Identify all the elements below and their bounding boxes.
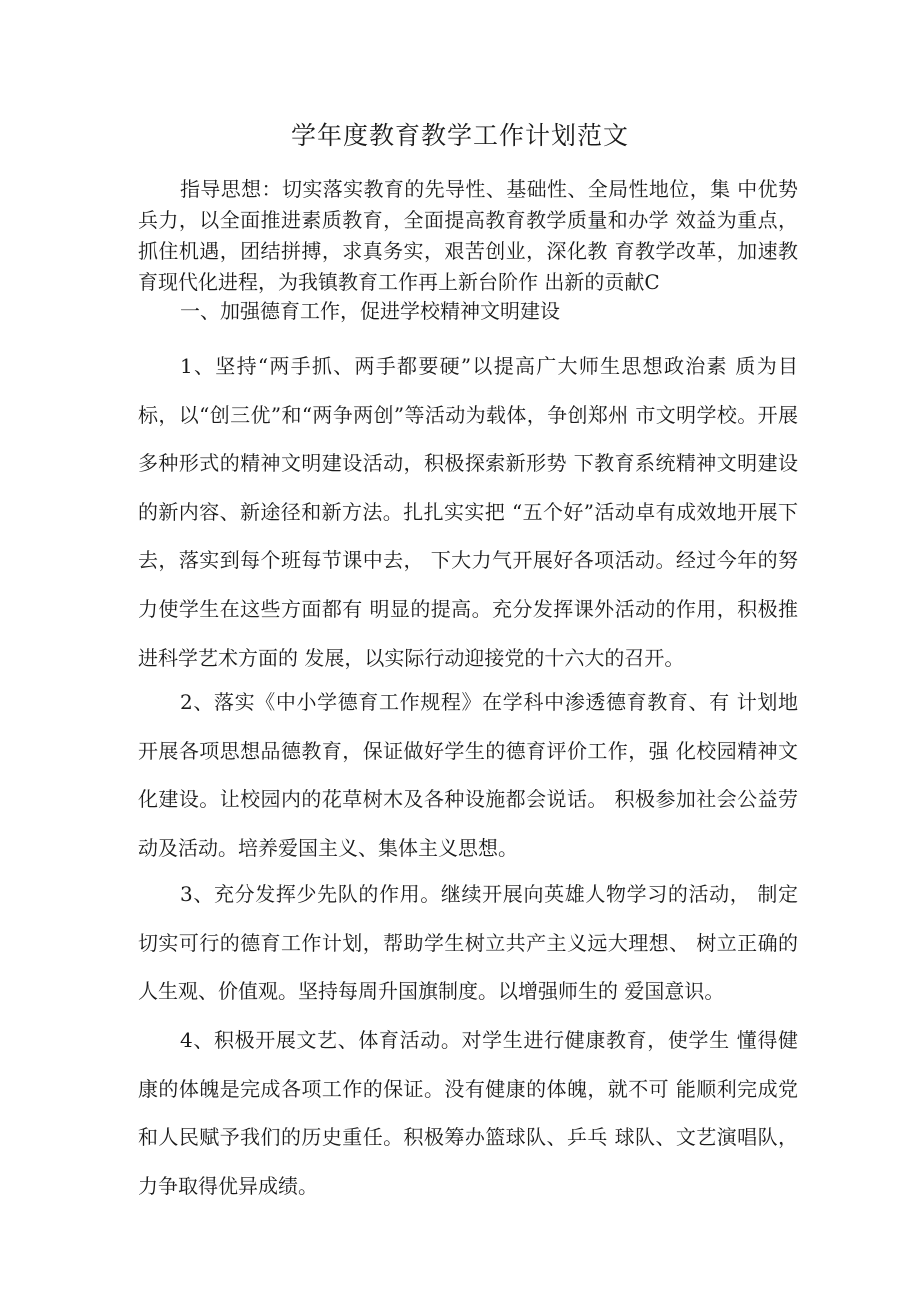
document-title: 学年度教育教学工作计划范文 xyxy=(290,121,629,150)
section-heading-moral-education: 一、加强德育工作，促进学校精神文明建设 xyxy=(180,299,560,323)
guiding-thought-paragraph: 指导思想：切实落实教育的先导性、基础性、全局性地位，集 中优势兵力，以全面推进素质教育，全面提高教育教学质量和办学 效益为重点，抓住机遇，团结拼搏，求真务实，艰苦创业，深化教 育教学改革，加速教育现代化进程，为我镇教育工作再上新台阶作 出新的贡献C xyxy=(138,177,798,294)
item-2-paragraph: 2、落实《中小学德育工作规程》在学科中渗透德育教育、有 计划地开展各项思想品德教育，保证做好学生的德育评价工作，强 化校园精神文化建设。让校园内的花草树木及各种设施都会说话。 积极参加社会公益劳动及活动。培养爱国主义、集体主义思想。 xyxy=(138,690,798,860)
item-4-paragraph: 4、积极开展文艺、体育活动。对学生进行健康教育，使学生 懂得健康的体魄是完成各项工作的保证。没有健康的体魄，就不可 能顺利完成党和人民赋予我们的历史重任。积极筹办篮球队、乒乓 球队、文艺演唱队，力争取得优异成绩。 xyxy=(138,1028,798,1198)
item-1-paragraph: 1、坚持“两手抓、两手都要硬”以提高广大师生思想政治素 质为目标，以“创三优”和“两争两创”等活动为载体，争创郑州 市文明学校。开展多种形式的精神文明建设活动，积极探索新形势 下教育系统精神文明建设的新内容、新途径和新方法。扎扎实实把 “五个好”活动卓有成效地开展下去，落实到每个班每节课中去， 下大力气开展好各项活动。经过今年的努力使学生在这些方面都有 明显的提高。充分发挥课外活动的作用，积极推进科学艺术方面的 发展，以实际行动迎接党的十六大的召开。 xyxy=(138,354,798,670)
item-3-paragraph: 3、充分发挥少先队的作用。继续开展向英雄人物学习的活动， 制定切实可行的德育工作计划，帮助学生树立共产主义远大理想、 树立正确的人生观、价值观。坚持每周升国旗制度。以增强师生的 爱国意识。 xyxy=(138,882,798,1004)
